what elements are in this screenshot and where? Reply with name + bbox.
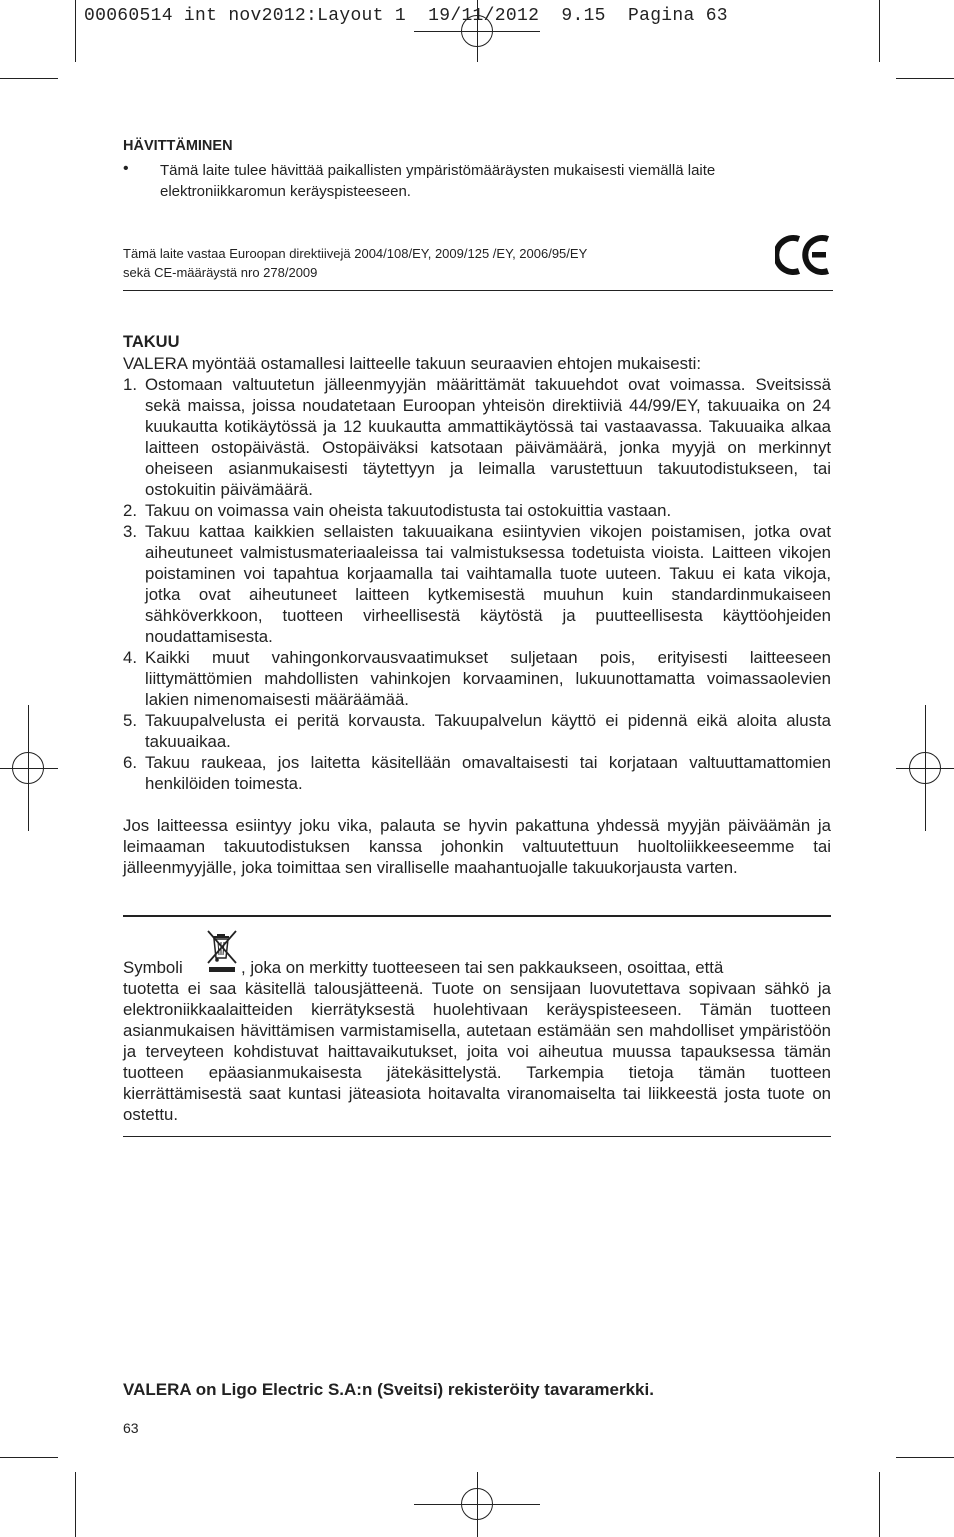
crop-mark xyxy=(0,78,58,79)
divider xyxy=(123,915,831,917)
warranty-terms-list xyxy=(123,374,831,794)
print-slug: 00060514 int nov2012:Layout 1 19/11/2012 9.15 Pagina 63 xyxy=(84,6,728,26)
warranty-title: TAKUU xyxy=(123,333,180,351)
crop-mark xyxy=(0,1457,58,1458)
list-item xyxy=(123,752,831,794)
crop-mark xyxy=(75,1472,76,1537)
divider xyxy=(123,290,833,291)
registration-circle-icon xyxy=(461,1488,493,1520)
disposal-text: Tämä laite tulee hävittää paikallisten ympäristömääräysten mukaisesti viemällä laite elektroniikkaromun keräyspisteeseen. xyxy=(160,162,716,200)
crop-mark xyxy=(879,1472,880,1537)
list-number: 2. xyxy=(123,501,137,520)
list-number: 4. xyxy=(123,648,137,667)
list-item xyxy=(123,500,831,521)
recycling-prefix: Symboli xyxy=(123,958,183,977)
page-number: 63 xyxy=(123,1420,139,1436)
warranty-closing: Jos laitteessa esiintyy joku vika, palauta se hyvin pakattuna yhdessä myyjän päiväämän ja leimaaman takuutodistuksen kanssa johonkin valtuutettuun huoltoliikkeeseemme tai jälleenmyyjälle, joka toimittaa sen viralliselle maahantuojalle takuukorjausta varten. xyxy=(123,816,831,877)
list-item xyxy=(123,374,831,500)
list-item xyxy=(123,521,831,647)
crop-mark xyxy=(879,0,880,62)
recycling-text: tuotetta ei saa käsitellä talousjätteenä. Tuote on sensijaan luovutettava sopivaan sähkö ja elektroniikkaalaitteiden kierrätyksestä huolehtivaan keräyspisteeseen. Tämän tuotteen asianmukaisen hävittämisen varmistamisella, autetaan estämään sen mahdolliset ympäristöön ja terveyteen kohdistuvat haittavaikutukset, joita voi aiheutua muussa tapauksessa tämän tuotteen epäasianmukaisesta jätekäsittelystä. Tarkempia tietoja tämän tuotteen kierrättämisestä saat kuntasi jäteasiota hoitavalta viranomaiselta tai liikkeestä josta tuote on ostettu. xyxy=(123,979,831,1124)
crossed-bin-icon xyxy=(205,930,239,974)
warranty-intro: VALERA myöntää ostamallesi laitteelle takuun seuraavien ehtojen mukaisesti: xyxy=(123,354,702,373)
ce-mark-icon xyxy=(775,234,833,276)
trademark-footer: VALERA on Ligo Electric S.A:n (Sveitsi) rekisteröity tavaramerkki. xyxy=(123,1380,654,1399)
list-number: 1. xyxy=(123,375,137,394)
list-number: 5. xyxy=(123,711,137,730)
list-number: 3. xyxy=(123,522,137,541)
certification-text xyxy=(123,244,743,282)
list-item-text: Kaikki muut vahingonkorvausvaatimukset suljetaan pois, erityisesti laitteeseen liittymättömien mahdollisten vahinkojen korvaaminen, lukuunottamatta voimassaolevien lakien nimenomaisesti määräämää. xyxy=(145,648,831,709)
list-item-text: Ostomaan valtuutetun jälleenmyyjän määrittämät takuuehdot ovat voimassa. Sveitsissä sekä maissa, joissa noudatetaan Euroopan yhteisön direktiiviä 44/99/EY, takuuaika on 24 kuukautta kotikäytössä ja 12 kuukautta ammattikäytössä tai vastaavassa. Takuuaika alkaa laitteen ostopäivästä. Ostopäiväksi katsotaan päivämäärä, jonka myyjä on merkinnyt oheiseen asianmukaisesti täytettyyn ja leimalla varustettuun takuutodistukseen, tai ostokuitin päivämäärä. xyxy=(145,375,831,499)
registration-circle-icon xyxy=(12,752,44,784)
certification-line: Tämä laite vastaa Euroopan direktiivejä 2004/108/EY, 2009/125 /EY, 2006/95/EY xyxy=(123,246,588,261)
list-item-text: Takuu raukeaa, jos laitetta käsitellään omavaltaisesti tai korjataan valtuuttamattomien henkilöiden toimesta. xyxy=(145,753,831,793)
registration-circle-icon xyxy=(909,752,941,784)
crop-mark xyxy=(896,1457,954,1458)
list-item xyxy=(123,710,831,752)
divider xyxy=(123,1136,831,1137)
list-item xyxy=(123,647,831,710)
list-item-text: Takuupalvelusta ei peritä korvausta. Takuupalvelun käyttö ei pidennä eikä aloita alusta takuuaikaa. xyxy=(145,711,831,751)
crop-mark xyxy=(75,0,76,62)
recycling-first-line: , joka on merkitty tuotteeseen tai sen pakkaukseen, osoittaa, että xyxy=(241,958,724,977)
list-number: 6. xyxy=(123,753,137,772)
bullet-icon: • xyxy=(123,160,129,177)
disposal-title: HÄVITTÄMINEN xyxy=(123,138,233,154)
crop-mark xyxy=(896,78,954,79)
list-item-text: Takuu on voimassa vain oheista takuutodistusta tai ostokuittia vastaan. xyxy=(145,501,672,520)
certification-line: sekä CE-määräystä nro 278/2009 xyxy=(123,265,318,280)
list-item-text: Takuu kattaa kaikkien sellaisten takuuaikana esiintyvien vikojen poistamisen, jotka ovat aiheutuneet valmistusmateriaaleissa tai valmistuksessa todetuista vioista. Laitteen vikojen poistaminen voi tapahtua korjaamalla tai vaihtamalla tuote uuteen. Takuu ei kata vikoja, jotka ovat aiheutuneet laitteen kytkemisestä muuhun kuin standardinmukaiseen sähköverkkoon, tuotteen virheellisestä käytöstä ja puutteellisesta käyttöohjeiden noudattamisesta. xyxy=(145,522,831,646)
